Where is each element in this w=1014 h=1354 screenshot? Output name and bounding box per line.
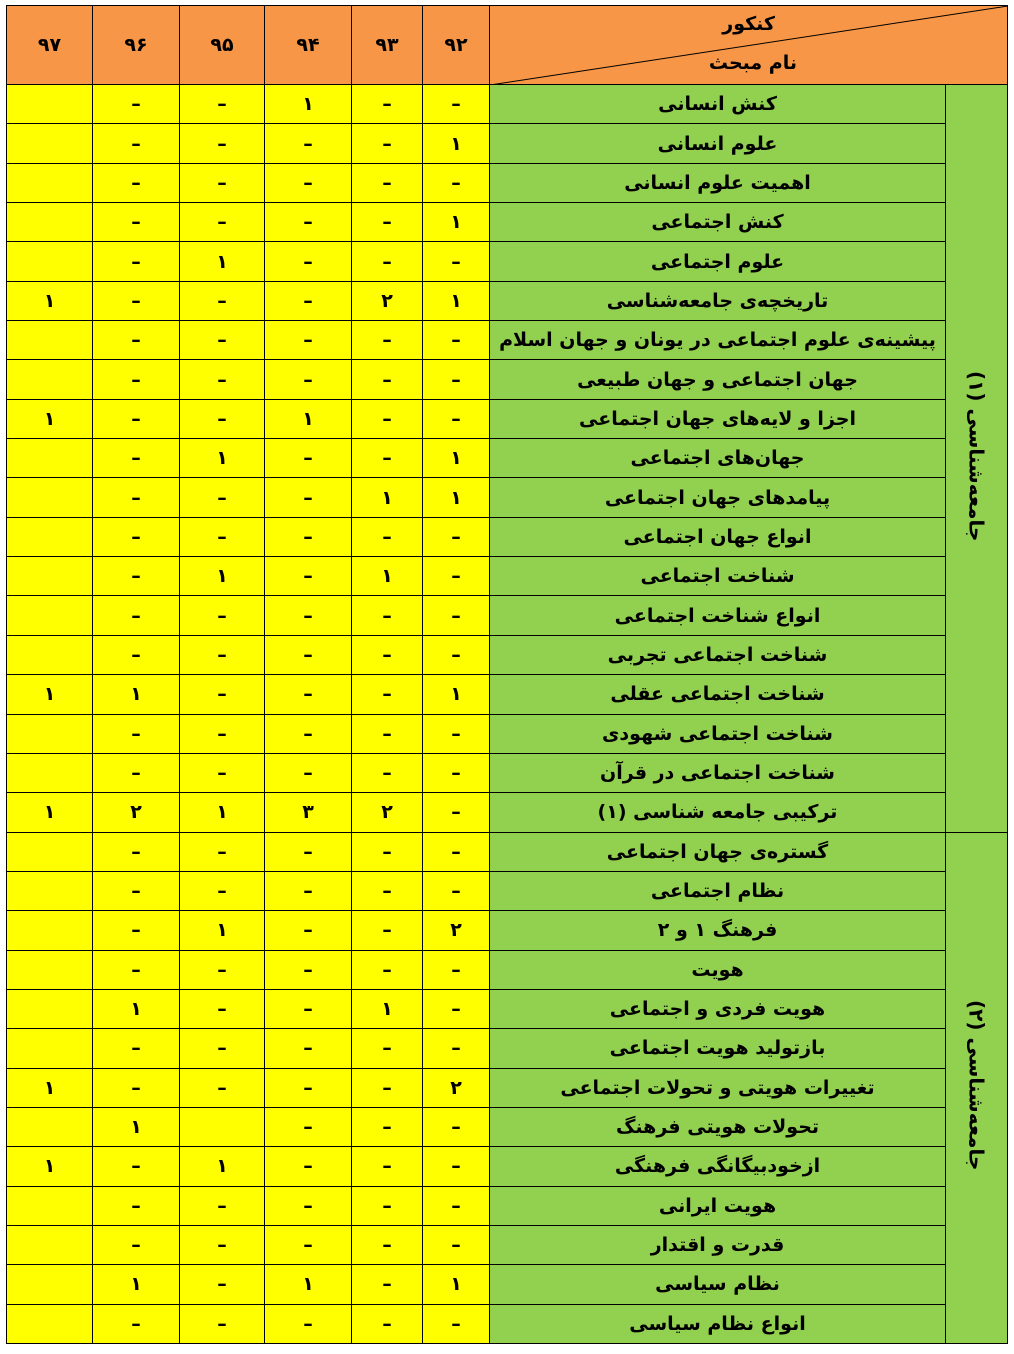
table-row <box>7 989 1008 1028</box>
count-cell: – <box>423 517 490 556</box>
topic-cell: تحولات هویتی فرهنگ <box>490 1107 946 1146</box>
count-cell: – <box>93 557 180 596</box>
topic-cell: گستره‌ی جهان اجتماعی <box>490 832 946 871</box>
count-cell: – <box>180 203 265 242</box>
count-cell: – <box>265 675 352 714</box>
count-cell: ۱ <box>265 85 352 124</box>
count-cell: ۱ <box>265 1265 352 1304</box>
count-cell: ۱ <box>423 281 490 320</box>
count-cell: – <box>265 1147 352 1186</box>
count-cell: ۳ <box>265 793 352 832</box>
count-cell <box>7 753 93 792</box>
count-cell: – <box>93 596 180 635</box>
count-cell: – <box>352 242 423 281</box>
count-cell: – <box>265 714 352 753</box>
table-row <box>7 911 1008 950</box>
topic-cell: هویت ایرانی <box>490 1186 946 1225</box>
count-cell: ۱ <box>265 399 352 438</box>
count-cell: – <box>352 1068 423 1107</box>
count-cell: – <box>265 635 352 674</box>
count-cell <box>7 242 93 281</box>
count-cell: – <box>352 753 423 792</box>
count-cell: – <box>180 950 265 989</box>
count-cell: – <box>423 832 490 871</box>
topic-cell: انواع شناخت اجتماعی <box>490 596 946 635</box>
count-cell: – <box>423 1304 490 1343</box>
count-cell: – <box>180 517 265 556</box>
count-cell: – <box>93 1225 180 1264</box>
count-cell: – <box>265 1107 352 1146</box>
count-cell: ۱ <box>423 675 490 714</box>
topic-cell: جهان‌های اجتماعی <box>490 439 946 478</box>
topic-cell: شناخت اجتماعی شهودی <box>490 714 946 753</box>
count-cell <box>7 360 93 399</box>
count-cell: – <box>352 163 423 202</box>
count-cell: – <box>180 1265 265 1304</box>
count-cell: – <box>265 478 352 517</box>
count-cell: – <box>352 714 423 753</box>
count-cell: – <box>93 478 180 517</box>
table-row <box>7 1029 1008 1068</box>
topic-cell: بازتولید هویت اجتماعی <box>490 1029 946 1068</box>
topic-cell: علوم انسانی <box>490 124 946 163</box>
count-cell: – <box>180 1186 265 1225</box>
topic-cell: شناخت اجتماعی عقلی <box>490 675 946 714</box>
topic-cell: پیامدهای جهان اجتماعی <box>490 478 946 517</box>
topic-cell: جهان اجتماعی و جهان طبیعی <box>490 360 946 399</box>
table-row <box>7 635 1008 674</box>
count-cell <box>7 1029 93 1068</box>
table-row <box>7 124 1008 163</box>
count-cell: ۱ <box>423 1265 490 1304</box>
count-cell: – <box>93 714 180 753</box>
table-row <box>7 557 1008 596</box>
count-cell: – <box>265 163 352 202</box>
count-cell <box>7 950 93 989</box>
count-cell: – <box>93 753 180 792</box>
topic-cell: اهمیت علوم انسانی <box>490 163 946 202</box>
count-cell: – <box>180 124 265 163</box>
count-cell: – <box>423 1107 490 1146</box>
table-row <box>7 163 1008 202</box>
count-cell: – <box>265 1225 352 1264</box>
year-header: ۹۴ <box>265 6 352 85</box>
count-cell: ۱ <box>93 675 180 714</box>
count-cell: – <box>423 635 490 674</box>
count-cell <box>7 871 93 910</box>
count-cell: – <box>352 1265 423 1304</box>
table-row <box>7 1068 1008 1107</box>
count-cell: – <box>93 1186 180 1225</box>
count-cell <box>7 124 93 163</box>
topic-cell: انواع نظام سیاسی <box>490 1304 946 1343</box>
count-cell: – <box>180 281 265 320</box>
count-cell: ۱ <box>7 793 93 832</box>
count-cell: – <box>423 596 490 635</box>
count-cell: ۱ <box>423 124 490 163</box>
count-cell: – <box>423 1147 490 1186</box>
count-cell: – <box>265 281 352 320</box>
count-cell: – <box>93 1304 180 1343</box>
count-cell: – <box>93 1029 180 1068</box>
count-cell: – <box>93 242 180 281</box>
count-cell: – <box>265 517 352 556</box>
table-row <box>7 399 1008 438</box>
count-cell: – <box>180 714 265 753</box>
count-cell: – <box>180 321 265 360</box>
table-row <box>7 439 1008 478</box>
table-row <box>7 832 1008 871</box>
count-cell: ۱ <box>180 793 265 832</box>
table-row <box>7 1107 1008 1146</box>
count-cell: – <box>352 1029 423 1068</box>
count-cell <box>180 1107 265 1146</box>
count-cell: – <box>352 832 423 871</box>
table-wrapper <box>6 5 1008 1344</box>
count-cell: – <box>265 203 352 242</box>
count-cell: – <box>423 1225 490 1264</box>
group-label-cell <box>946 85 1008 833</box>
count-cell <box>7 1225 93 1264</box>
count-cell <box>7 1186 93 1225</box>
count-cell: – <box>265 557 352 596</box>
count-cell: – <box>265 1186 352 1225</box>
table-row <box>7 596 1008 635</box>
count-cell: – <box>93 163 180 202</box>
count-cell: – <box>423 950 490 989</box>
topic-cell: ازخودبیگانگی فرهنگی <box>490 1147 946 1186</box>
table-row <box>7 871 1008 910</box>
count-cell: ۱ <box>180 1147 265 1186</box>
topic-cell: قدرت و اقتدار <box>490 1225 946 1264</box>
topic-cell: تغییرات هویتی و تحولات اجتماعی <box>490 1068 946 1107</box>
count-cell: – <box>352 1107 423 1146</box>
count-cell: – <box>265 242 352 281</box>
count-cell: – <box>423 399 490 438</box>
count-cell: – <box>93 635 180 674</box>
count-cell: – <box>93 517 180 556</box>
count-cell: – <box>352 124 423 163</box>
count-cell: – <box>180 85 265 124</box>
count-cell: ۱ <box>93 989 180 1028</box>
count-cell: – <box>265 439 352 478</box>
count-cell: – <box>423 1029 490 1068</box>
count-cell: – <box>180 871 265 910</box>
table-row <box>7 321 1008 360</box>
count-cell <box>7 517 93 556</box>
count-cell: – <box>265 124 352 163</box>
count-cell: – <box>352 871 423 910</box>
count-cell: – <box>93 360 180 399</box>
count-cell: – <box>423 321 490 360</box>
topic-cell: هویت فردی و اجتماعی <box>490 989 946 1028</box>
count-cell <box>7 832 93 871</box>
topic-cell: شناخت اجتماعی تجربی <box>490 635 946 674</box>
count-cell: – <box>352 399 423 438</box>
count-cell: – <box>423 753 490 792</box>
count-cell: ۱ <box>180 439 265 478</box>
count-cell: ۱ <box>180 242 265 281</box>
count-cell: – <box>352 439 423 478</box>
table-row <box>7 360 1008 399</box>
count-cell: ۲ <box>423 1068 490 1107</box>
topic-cell: کنش انسانی <box>490 85 946 124</box>
table-row <box>7 1304 1008 1343</box>
count-cell <box>7 203 93 242</box>
topic-cell: شناخت اجتماعی <box>490 557 946 596</box>
count-cell: – <box>352 1186 423 1225</box>
count-cell: – <box>180 1304 265 1343</box>
count-cell: – <box>352 360 423 399</box>
count-cell: – <box>423 989 490 1028</box>
count-cell <box>7 163 93 202</box>
count-cell: – <box>265 1068 352 1107</box>
count-cell <box>7 714 93 753</box>
topic-cell: نظام سیاسی <box>490 1265 946 1304</box>
count-cell: ۱ <box>7 281 93 320</box>
count-cell <box>7 478 93 517</box>
count-cell: – <box>93 832 180 871</box>
count-cell <box>7 1265 93 1304</box>
count-cell: – <box>352 203 423 242</box>
year-header: ۹۳ <box>352 6 423 85</box>
count-cell: – <box>352 635 423 674</box>
count-cell: – <box>180 1225 265 1264</box>
count-cell: – <box>180 596 265 635</box>
table-row <box>7 203 1008 242</box>
count-cell <box>7 557 93 596</box>
count-cell: – <box>352 517 423 556</box>
year-header: ۹۵ <box>180 6 265 85</box>
count-cell: – <box>352 85 423 124</box>
year-header: ۹۲ <box>423 6 490 85</box>
count-cell: – <box>93 399 180 438</box>
table-row <box>7 478 1008 517</box>
group-label-cell <box>946 832 1008 1343</box>
count-cell: ۱ <box>7 399 93 438</box>
count-cell: – <box>180 399 265 438</box>
year-header: ۹۶ <box>93 6 180 85</box>
count-cell: – <box>93 1147 180 1186</box>
count-cell: ۱ <box>180 557 265 596</box>
count-cell: – <box>93 439 180 478</box>
count-cell: – <box>423 793 490 832</box>
count-cell: – <box>180 163 265 202</box>
topic-cell: انواع جهان اجتماعی <box>490 517 946 556</box>
table-row <box>7 1147 1008 1186</box>
count-cell: – <box>93 911 180 950</box>
count-cell: – <box>265 360 352 399</box>
count-cell: ۱ <box>423 478 490 517</box>
count-cell: – <box>352 596 423 635</box>
count-cell <box>7 1304 93 1343</box>
count-cell: – <box>423 163 490 202</box>
table-row <box>7 85 1008 124</box>
topic-cell: علوم اجتماعی <box>490 242 946 281</box>
count-cell: – <box>423 714 490 753</box>
count-cell: ۱ <box>352 478 423 517</box>
count-cell: – <box>180 675 265 714</box>
count-cell: – <box>180 478 265 517</box>
header-diagonal-cell <box>490 6 1008 85</box>
topic-cell: شناخت اجتماعی در قرآن <box>490 753 946 792</box>
table-row <box>7 793 1008 832</box>
count-cell: ۲ <box>93 793 180 832</box>
table-row <box>7 517 1008 556</box>
group-label: جامعه‌شناسی (۱) <box>964 370 989 541</box>
count-cell: ۲ <box>423 911 490 950</box>
count-cell: – <box>180 989 265 1028</box>
count-cell: – <box>265 1029 352 1068</box>
count-cell: ۱ <box>93 1107 180 1146</box>
topic-cell: اجزا و لایه‌های جهان اجتماعی <box>490 399 946 438</box>
count-cell: – <box>352 1225 423 1264</box>
count-cell <box>7 635 93 674</box>
count-cell: ۱ <box>7 675 93 714</box>
header-row <box>7 6 1008 46</box>
count-cell: ۱ <box>352 989 423 1028</box>
topic-cell: ترکیبی جامعه شناسی (۱) <box>490 793 946 832</box>
count-cell: – <box>423 360 490 399</box>
count-cell <box>7 1107 93 1146</box>
count-cell: – <box>352 1147 423 1186</box>
count-cell: ۱ <box>7 1147 93 1186</box>
count-cell: – <box>352 321 423 360</box>
count-cell: ۱ <box>180 911 265 950</box>
count-cell <box>7 321 93 360</box>
count-cell: – <box>423 85 490 124</box>
table-row <box>7 242 1008 281</box>
count-cell <box>7 596 93 635</box>
table-row <box>7 714 1008 753</box>
count-cell: – <box>93 1068 180 1107</box>
count-cell: ۱ <box>93 1265 180 1304</box>
count-cell: – <box>352 1304 423 1343</box>
count-cell: – <box>93 321 180 360</box>
count-cell: – <box>265 321 352 360</box>
count-cell: ۲ <box>352 793 423 832</box>
count-cell: – <box>265 753 352 792</box>
count-cell: – <box>180 832 265 871</box>
topic-cell: تاریخچه‌ی جامعه‌شناسی <box>490 281 946 320</box>
table-row <box>7 1225 1008 1264</box>
count-cell: – <box>352 675 423 714</box>
count-cell <box>7 439 93 478</box>
topic-cell: فرهنگ ۱ و ۲ <box>490 911 946 950</box>
count-cell: – <box>352 911 423 950</box>
table-row <box>7 281 1008 320</box>
count-cell: – <box>93 281 180 320</box>
table-row <box>7 1265 1008 1304</box>
count-cell: – <box>423 242 490 281</box>
topic-cell: کنش اجتماعی <box>490 203 946 242</box>
count-cell: – <box>352 950 423 989</box>
count-cell <box>7 989 93 1028</box>
count-cell: – <box>423 1186 490 1225</box>
count-cell: – <box>423 871 490 910</box>
count-cell: ۱ <box>352 557 423 596</box>
count-cell: – <box>180 1068 265 1107</box>
count-cell: – <box>265 832 352 871</box>
count-cell: – <box>423 557 490 596</box>
count-cell <box>7 911 93 950</box>
count-cell: – <box>265 1304 352 1343</box>
concours-topic-table <box>6 5 1008 1344</box>
subject-label: نام مبحث <box>708 52 797 74</box>
count-cell: – <box>93 85 180 124</box>
count-cell: – <box>180 635 265 674</box>
count-cell: – <box>93 871 180 910</box>
count-cell: ۱ <box>7 1068 93 1107</box>
exam-label: کنکور <box>722 13 775 35</box>
table-row <box>7 950 1008 989</box>
count-cell: – <box>265 989 352 1028</box>
table-row <box>7 1186 1008 1225</box>
topic-cell: نظام اجتماعی <box>490 871 946 910</box>
count-cell: – <box>93 124 180 163</box>
count-cell: – <box>265 596 352 635</box>
count-cell: – <box>180 360 265 399</box>
count-cell: – <box>93 950 180 989</box>
count-cell: ۱ <box>423 439 490 478</box>
count-cell: – <box>180 1029 265 1068</box>
count-cell <box>7 85 93 124</box>
group-label: جامعه‌شناسی (۲) <box>964 1000 989 1171</box>
table-row <box>7 675 1008 714</box>
count-cell: – <box>93 203 180 242</box>
year-header: ۹۷ <box>7 6 93 85</box>
count-cell: ۲ <box>352 281 423 320</box>
table-row <box>7 753 1008 792</box>
count-cell: – <box>180 753 265 792</box>
topic-cell: پیشینه‌ی علوم اجتماعی در یونان و جهان اسلام <box>490 321 946 360</box>
count-cell: – <box>265 871 352 910</box>
count-cell: – <box>265 950 352 989</box>
count-cell: – <box>265 911 352 950</box>
topic-cell: هویت <box>490 950 946 989</box>
count-cell: ۱ <box>423 203 490 242</box>
